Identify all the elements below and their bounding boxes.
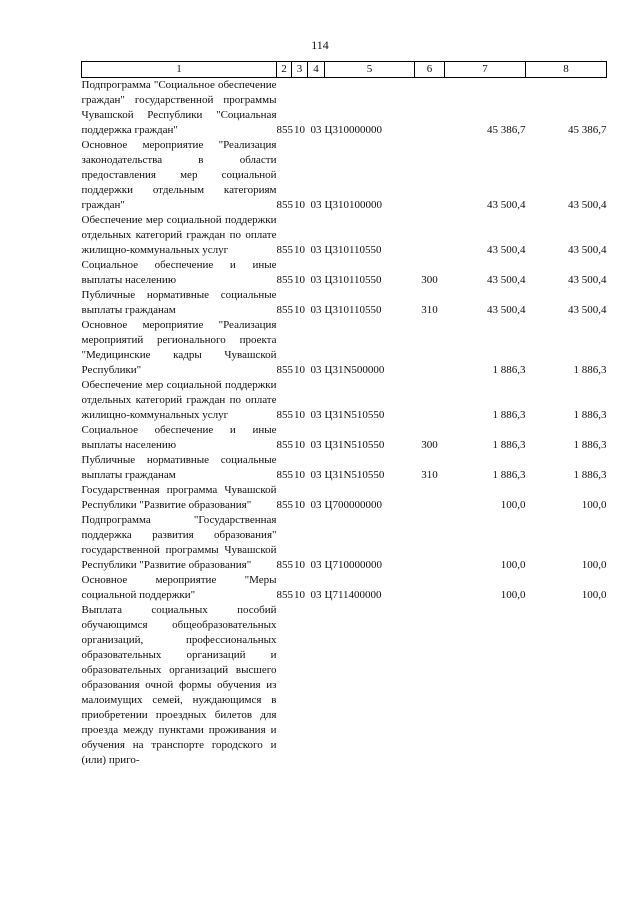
table-row [82, 138, 607, 213]
row-name: Обеспечение мер социальной поддержки отдельных категорий граждан по оплате жилищно-коммунальных услуг [81, 214, 277, 256]
expense-type-code [415, 378, 445, 423]
amount-col8 [526, 603, 607, 768]
row-name: Государственная программа Чувашской Республики "Развитие образования" [81, 484, 277, 511]
section-code: 10 [294, 364, 305, 376]
target-article-code: Ц711400000 [324, 589, 382, 601]
expense-type-code: 310 [421, 469, 438, 481]
row-name: Публичные нормативные социальные выплаты гражданам [81, 289, 277, 316]
subsection-code: 03 [310, 124, 322, 136]
table-row [82, 603, 607, 768]
ministry-code: 855 [276, 364, 293, 376]
row-name: Обеспечение мер социальной поддержки отдельных категорий граждан по оплате жилищно-коммунальных услуг [81, 379, 277, 421]
amount-col7: 100,0 [500, 559, 526, 571]
target-article-code: Ц700000000 [324, 499, 382, 511]
amount-col8: 1 886,3 [573, 439, 607, 451]
ministry-code: 855 [276, 559, 293, 571]
section-code: 10 [294, 244, 305, 256]
ministry-code: 855 [276, 499, 293, 511]
row-name: Выплата социальных пособий обучающимся общеобразовательных организаций, профессиональных образовательных организаций и образовательных организаций высшего образования очной формы обучения из малоимущих семей, нуждающимся в приобретении проездных билетов для проезда между пунктами проживания и обучения на транспорте городского и (или) приго- [81, 604, 277, 766]
subsection-code: 03 [310, 469, 322, 481]
subsection-code: 03 [310, 244, 322, 256]
expense-type-code: 310 [421, 304, 438, 316]
ministry-code: 855 [276, 589, 293, 601]
table-row [82, 213, 607, 258]
target-article-code: Ц710000000 [324, 559, 382, 571]
amount-col8: 43 500,4 [568, 304, 607, 316]
ministry-code: 855 [276, 199, 293, 211]
column-number: 2 [277, 62, 292, 78]
ministry-code: 855 [276, 244, 293, 256]
amount-col7: 43 500,4 [487, 199, 526, 211]
amount-col7: 43 500,4 [487, 304, 526, 316]
amount-col8: 43 500,4 [568, 199, 607, 211]
target-article-code: Ц310110550 [324, 244, 382, 256]
ministry-code: 855 [276, 409, 293, 421]
amount-col7: 1 886,3 [492, 469, 526, 481]
column-number: 3 [292, 62, 308, 78]
target-article-code: Ц310110550 [324, 274, 382, 286]
amount-col7: 1 886,3 [492, 409, 526, 421]
column-number: 6 [415, 62, 445, 78]
section-code: 10 [294, 124, 305, 136]
target-article-code: Ц310110550 [324, 304, 382, 316]
row-name: Подпрограмма "Государственная поддержка развития образования" государственной программы Чувашской Республики "Развитие образования" [81, 514, 277, 571]
amount-col8: 43 500,4 [568, 274, 607, 286]
row-name: Подпрограмма "Социальное обеспечение граждан" государственной программы Чувашской Республики "Социальная поддержка граждан" [81, 79, 277, 136]
expense-type-code [415, 138, 445, 213]
target-article-code: Ц31N510550 [324, 469, 385, 481]
target-article-code: Ц310100000 [324, 199, 382, 211]
row-name: Социальное обеспечение и иные выплаты населению [81, 424, 277, 451]
target-article-code: Ц31N510550 [324, 439, 385, 451]
ministry-code: 855 [276, 469, 293, 481]
table-row [82, 453, 607, 483]
expense-type-code [415, 513, 445, 573]
expense-type-code [415, 483, 445, 513]
section-code: 10 [294, 274, 305, 286]
row-name: Социальное обеспечение и иные выплаты населению [81, 259, 277, 286]
column-number-row [82, 62, 607, 78]
ministry-code: 855 [276, 304, 293, 316]
section-code: 10 [294, 199, 305, 211]
amount-col8: 100,0 [581, 559, 607, 571]
subsection-code: 03 [310, 559, 322, 571]
subsection-code: 03 [310, 409, 322, 421]
expense-type-code [415, 213, 445, 258]
amount-col8: 43 500,4 [568, 244, 607, 256]
table-row [82, 423, 607, 453]
section-code: 10 [294, 559, 305, 571]
ministry-code: 855 [276, 439, 293, 451]
subsection-code: 03 [310, 439, 322, 451]
subsection-code: 03 [310, 499, 322, 511]
row-name: Публичные нормативные социальные выплаты гражданам [81, 454, 277, 481]
section-code: 10 [294, 589, 305, 601]
amount-col7: 1 886,3 [492, 439, 526, 451]
table-row [82, 288, 607, 318]
amount-col8: 45 386,7 [568, 124, 607, 136]
page-number: 114 [311, 38, 329, 52]
expense-type-code [415, 78, 445, 139]
subsection-code [308, 603, 325, 768]
ministry-code: 855 [276, 124, 293, 136]
budget-table [81, 61, 607, 768]
subsection-code: 03 [310, 304, 322, 316]
table-row [82, 513, 607, 573]
column-number: 1 [82, 62, 277, 78]
section-code: 10 [294, 499, 305, 511]
target-article-code [325, 603, 415, 768]
amount-col7 [445, 603, 526, 768]
section-code: 10 [294, 439, 305, 451]
subsection-code: 03 [310, 274, 322, 286]
ministry-code [277, 603, 292, 768]
section-code [292, 603, 308, 768]
section-code: 10 [294, 304, 305, 316]
table-row [82, 258, 607, 288]
amount-col7: 100,0 [500, 589, 526, 601]
amount-col7: 43 500,4 [487, 274, 526, 286]
subsection-code: 03 [310, 199, 322, 211]
expense-type-code: 300 [421, 274, 438, 286]
amount-col8: 1 886,3 [573, 364, 607, 376]
target-article-code: Ц310000000 [324, 124, 382, 136]
expense-type-code [415, 573, 445, 603]
column-number: 5 [325, 62, 415, 78]
section-code: 10 [294, 409, 305, 421]
ministry-code: 855 [276, 274, 293, 286]
target-article-code: Ц31N500000 [324, 364, 385, 376]
column-number: 7 [445, 62, 526, 78]
expense-type-code [415, 603, 445, 768]
expense-type-code: 300 [421, 439, 438, 451]
column-number: 4 [308, 62, 325, 78]
table-row [82, 483, 607, 513]
amount-col8: 1 886,3 [573, 409, 607, 421]
amount-col7: 1 886,3 [492, 364, 526, 376]
subsection-code: 03 [310, 364, 322, 376]
amount-col7: 45 386,7 [487, 124, 526, 136]
column-number: 8 [526, 62, 607, 78]
row-name: Основное мероприятие "Меры социальной поддержки" [81, 574, 277, 601]
row-name: Основное мероприятие "Реализация законодательства в области предоставления мер социальной поддержки отдельным категориям граждан" [81, 139, 277, 211]
subsection-code: 03 [310, 589, 322, 601]
amount-col8: 100,0 [581, 499, 607, 511]
table-row [82, 78, 607, 139]
table-row [82, 318, 607, 378]
row-name: Основное мероприятие "Реализация мероприятий регионального проекта "Медицинские кадры Чувашской Республики" [81, 319, 277, 376]
section-code: 10 [294, 469, 305, 481]
amount-col7: 100,0 [500, 499, 526, 511]
amount-col8: 1 886,3 [573, 469, 607, 481]
table-row [82, 573, 607, 603]
amount-col7: 43 500,4 [487, 244, 526, 256]
table-row [82, 378, 607, 423]
target-article-code: Ц31N510550 [324, 409, 385, 421]
amount-col8: 100,0 [581, 589, 607, 601]
expense-type-code [415, 318, 445, 378]
